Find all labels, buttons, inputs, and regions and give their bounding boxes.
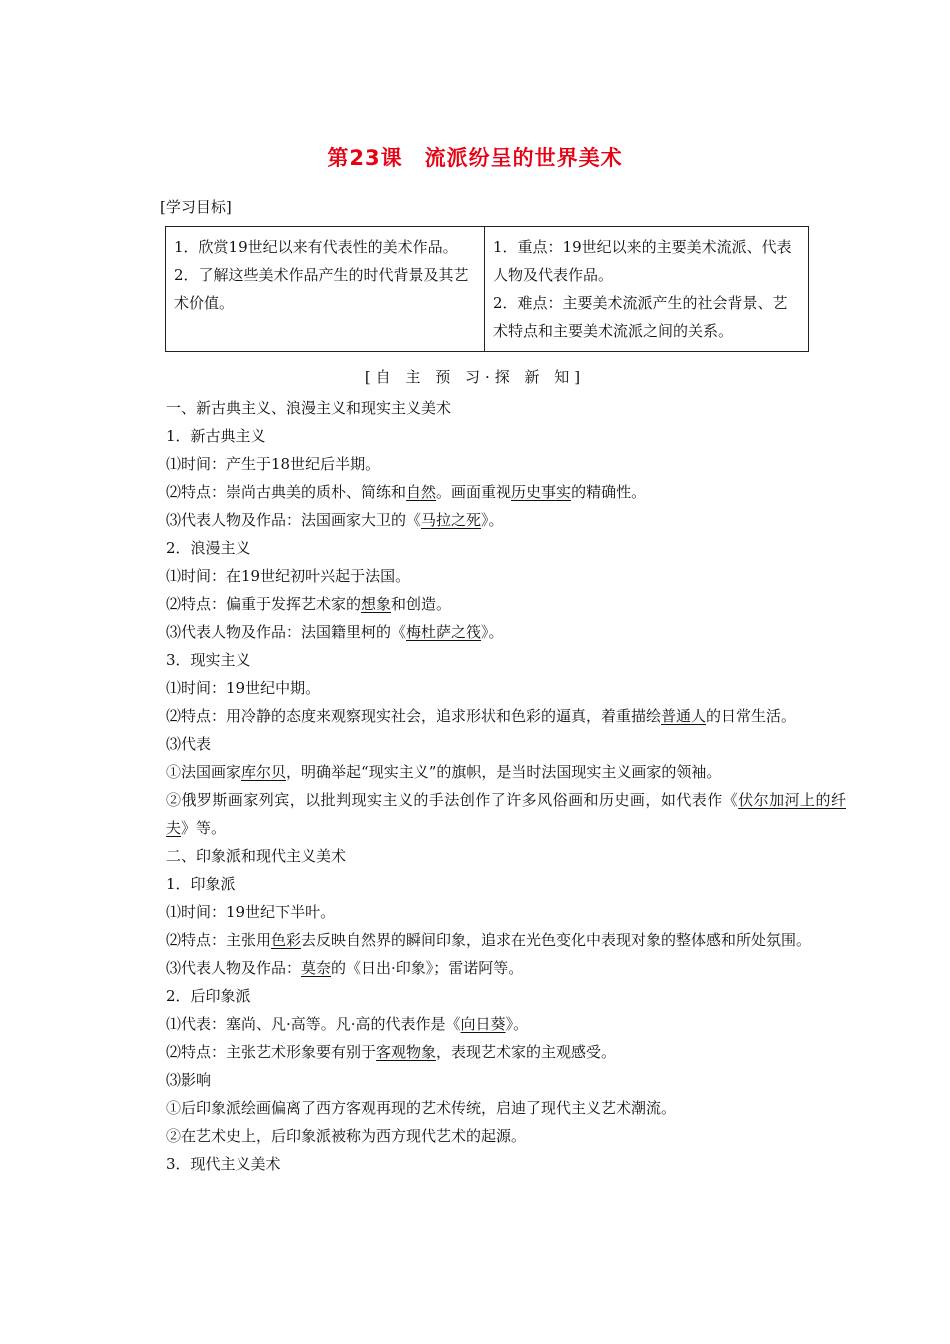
- section-heading: 一、新古典主义、浪漫主义和现实主义美术: [166, 399, 452, 417]
- goal-item: 2．了解这些美术作品产生的时代背景及其艺术价值。: [174, 266, 469, 312]
- paragraph: ②在艺术史上，后印象派被称为西方现代艺术的起源。: [166, 1127, 527, 1145]
- paragraph: ⑵特点：偏重于发挥艺术家的想象和创造。: [166, 595, 452, 613]
- goals-left-cell: [166, 227, 485, 352]
- section-banner: [自 主 预 习·探 新 知]: [364, 368, 586, 386]
- document-body: [166, 394, 846, 1178]
- goal-item: 1．重点：19世纪以来的主要美术流派、代表人物及代表作品。: [493, 238, 792, 284]
- paragraph: ⑵特点：主张艺术形象要有别于客观物象，表现艺术家的主观感受。: [166, 1043, 617, 1061]
- paragraph: ⑵特点：主张用色彩去反映自然界的瞬间印象，追求在光色变化中表现对象的整体感和所处氛围。: [166, 931, 812, 949]
- paragraph: ①法国画家库尔贝，明确举起“现实主义”的旗帜，是当时法国现实主义画家的领袖。: [166, 763, 722, 781]
- subsection-heading: 3．现代主义美术: [166, 1155, 281, 1173]
- subsection-heading: 2．浪漫主义: [166, 539, 251, 557]
- answer-underline: 莫奈: [301, 959, 332, 977]
- paragraph: ⑶代表人物及作品：法国画家大卫的《马拉之死》。: [166, 511, 504, 529]
- subsection-heading: 3．现实主义: [166, 651, 251, 669]
- paragraph: ⑶代表人物及作品：法国籍里柯的《梅杜萨之筏》。: [166, 623, 504, 641]
- paragraph: ⑴时间：19世纪中期。: [166, 679, 321, 697]
- paragraph: ⑴代表：塞尚、凡·高等。凡·高的代表作是《向日葵》。: [166, 1015, 529, 1033]
- paragraph: ⑵特点：用冷静的态度来观察现实社会，追求形状和色彩的逼真，着重描绘普通人的日常生活。: [166, 707, 797, 725]
- goals-label: [学习目标]: [160, 198, 232, 216]
- section-heading: 二、印象派和现代主义美术: [166, 847, 347, 865]
- paragraph: ①后印象派绘画偏离了西方客观再现的艺术传统，启迪了现代主义艺术潮流。: [166, 1099, 677, 1117]
- lesson-number: 第23课: [327, 146, 403, 170]
- paragraph: ⑶代表人物及作品：莫奈的《日出·印象》；雷诺阿等。: [166, 959, 524, 977]
- paragraph: ⑴时间：在19世纪初叶兴起于法国。: [166, 567, 411, 585]
- answer-underline: 自然: [406, 483, 437, 501]
- answer-underline: 客观物象: [376, 1043, 437, 1061]
- goals-right-cell: [485, 227, 809, 352]
- paragraph: ⑵特点：崇尚古典美的质朴、简练和自然。画面重视历史事实的精确性。: [166, 483, 647, 501]
- answer-underline: 向日葵: [460, 1015, 506, 1033]
- subsection-heading: 2．后印象派: [166, 987, 251, 1005]
- answer-underline: 库尔贝: [241, 763, 287, 781]
- goal-item: 1．欣赏19世纪以来有代表性的美术作品。: [174, 238, 458, 256]
- goals-table: [165, 226, 809, 352]
- subsection-heading: 1．新古典主义: [166, 427, 266, 445]
- lesson-name: 流派纷呈的世界美术: [424, 146, 623, 170]
- answer-underline: 历史事实: [511, 483, 572, 501]
- answer-underline: 想象: [361, 595, 392, 613]
- subsection-heading: 1．印象派: [166, 875, 236, 893]
- answer-underline: 普通人: [661, 707, 707, 725]
- paragraph: ⑶代表: [166, 735, 212, 753]
- paragraph: ⑴时间：19世纪下半叶。: [166, 903, 336, 921]
- answer-underline: 梅杜萨之筏: [406, 623, 482, 641]
- paragraph: ②俄罗斯画家列宾，以批判现实主义的手法创作了许多风俗画和历史画，如代表作《伏尔加河上的纤夫》等。: [166, 791, 846, 837]
- answer-underline: 马拉之死: [421, 511, 482, 529]
- answer-underline: 伏尔加河上的纤夫: [166, 791, 846, 837]
- answer-underline: 色彩: [271, 931, 302, 949]
- paragraph: ⑴时间：产生于18世纪后半期。: [166, 455, 381, 473]
- lesson-title: [0, 142, 950, 172]
- paragraph: ⑶影响: [166, 1071, 212, 1089]
- goal-item: 2．难点：主要美术流派产生的社会背景、艺术特点和主要美术流派之间的关系。: [493, 294, 788, 340]
